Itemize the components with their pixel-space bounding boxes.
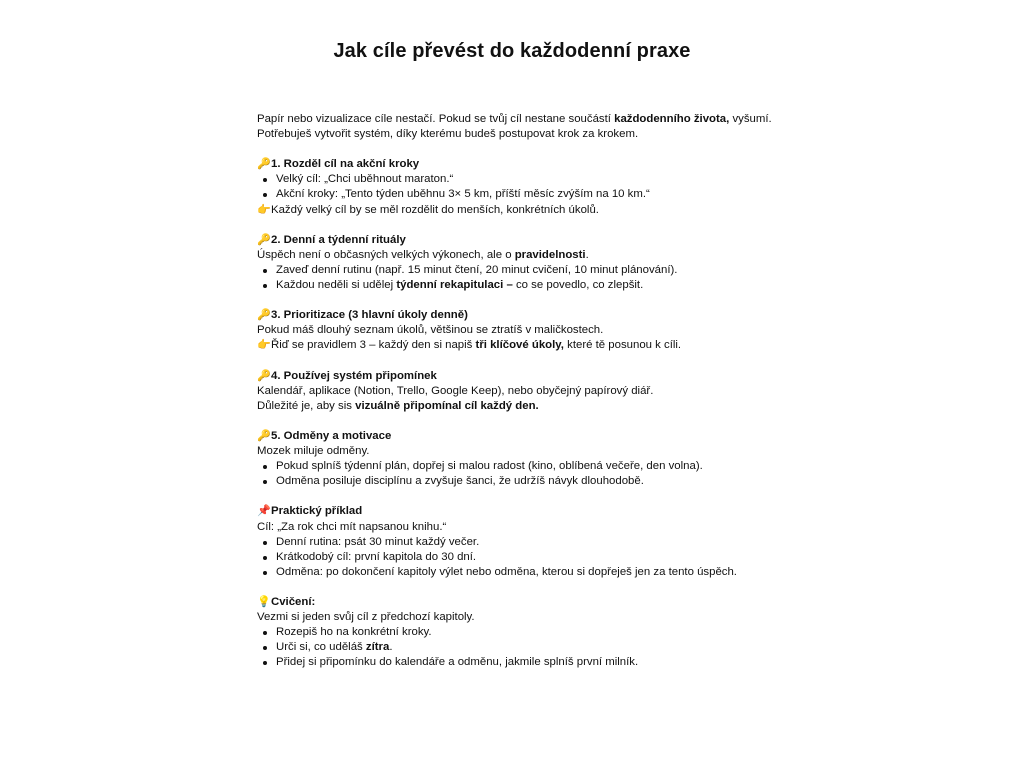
section-2-text: Úspěch není o občasných velkých výkonech, ale o pravidelnosti. bbox=[257, 248, 589, 261]
section-3-tip: 👉Řiď se pravidlem 3 – každý den si napiš tři klíčové úkoly, které tě posunou k cíli. bbox=[257, 338, 817, 353]
exercise-heading: 💡Cvičení: bbox=[257, 595, 817, 610]
list-item: Každou neděli si udělej týdenní rekapitulaci – co se povedlo, co zlepšit. bbox=[257, 278, 817, 293]
section-4-heading: 🔑4. Používej systém připomínek bbox=[257, 369, 817, 384]
key-icon: 🔑 bbox=[257, 369, 271, 382]
section-2-heading: 🔑2. Denní a týdenní rituály bbox=[257, 233, 817, 248]
lightbulb-icon: 💡 bbox=[257, 596, 271, 608]
key-icon: 🔑 bbox=[257, 233, 271, 246]
section-3-text: Pokud máš dlouhý seznam úkolů, většinou se ztratíš v maličkostech. bbox=[257, 324, 604, 337]
list-item: Velký cíl: „Chci uběhnout maraton.“ bbox=[257, 172, 817, 187]
section-5-heading: 🔑5. Odměny a motivace bbox=[257, 429, 817, 444]
list-item: Denní rutina: psát 30 minut každý večer. bbox=[257, 535, 817, 550]
section-1-tip: 👉Každý velký cíl by se měl rozdělit do menších, konkrétních úkolů. bbox=[257, 203, 817, 218]
list-item: Krátkodobý cíl: první kapitola do 30 dní. bbox=[257, 550, 817, 565]
example-heading: 📌Praktický příklad bbox=[257, 504, 817, 519]
list-item: Odměna posiluje disciplínu a zvyšuje šanci, že udržíš návyk dlouhodobě. bbox=[257, 474, 817, 489]
section-4-text-2: Důležité je, aby sis vizuálně připomínal cíl každý den. bbox=[257, 399, 539, 412]
exercise-text: Vezmi si jeden svůj cíl z předchozí kapitoly. bbox=[257, 611, 475, 624]
key-icon: 🔑 bbox=[257, 429, 271, 442]
example-text: Cíl: „Za rok chci mít napsanou knihu.“ bbox=[257, 520, 447, 533]
pointing-hand-icon: 👉 bbox=[257, 339, 271, 352]
list-item: Přidej si připomínku do kalendáře a odměnu, jakmile splníš první milník. bbox=[257, 655, 817, 670]
key-icon: 🔑 bbox=[257, 309, 271, 322]
list-item: Rozepiš ho na konkrétní kroky. bbox=[257, 625, 817, 640]
page-title: Jak cíle převést do každodenní praxe bbox=[333, 40, 691, 62]
intro-line-1: Papír nebo vizualizace cíle nestačí. Pokud se tvůj cíl nestane součástí každodenního života, vyšumí. bbox=[257, 113, 772, 125]
pushpin-icon: 📌 bbox=[257, 505, 271, 518]
section-1-heading: 🔑1. Rozděl cíl na akční kroky bbox=[257, 157, 817, 172]
section-5-text: Mozek miluje odměny. bbox=[257, 445, 370, 458]
key-icon: 🔑 bbox=[257, 158, 271, 171]
list-item: Pokud splníš týdenní plán, dopřej si malou radost (kino, oblíbená večeře, den volna). bbox=[257, 459, 817, 474]
list-item: Urči si, co uděláš zítra. bbox=[257, 640, 817, 655]
list-item: Zaveď denní rutinu (např. 15 minut čtení, 20 minut cvičení, 10 minut plánování). bbox=[257, 263, 817, 278]
intro-line-2: Potřebuješ vytvořit systém, díky kterému budeš postupovat krok za krokem. bbox=[257, 128, 639, 141]
document-body bbox=[257, 112, 817, 670]
list-item: Akční kroky: „Tento týden uběhnu 3× 5 km, příští měsíc zvýším na 10 km.“ bbox=[257, 187, 817, 202]
section-3-heading: 🔑3. Prioritizace (3 hlavní úkoly denně) bbox=[257, 308, 817, 323]
pointing-hand-icon: 👉 bbox=[257, 203, 271, 216]
section-4-text-1: Kalendář, aplikace (Notion, Trello, Google Keep), nebo obyčejný papírový diář. bbox=[257, 384, 654, 397]
list-item: Odměna: po dokončení kapitoly výlet nebo odměna, kterou si dopřeješ jen za tento úspěch. bbox=[257, 565, 817, 580]
